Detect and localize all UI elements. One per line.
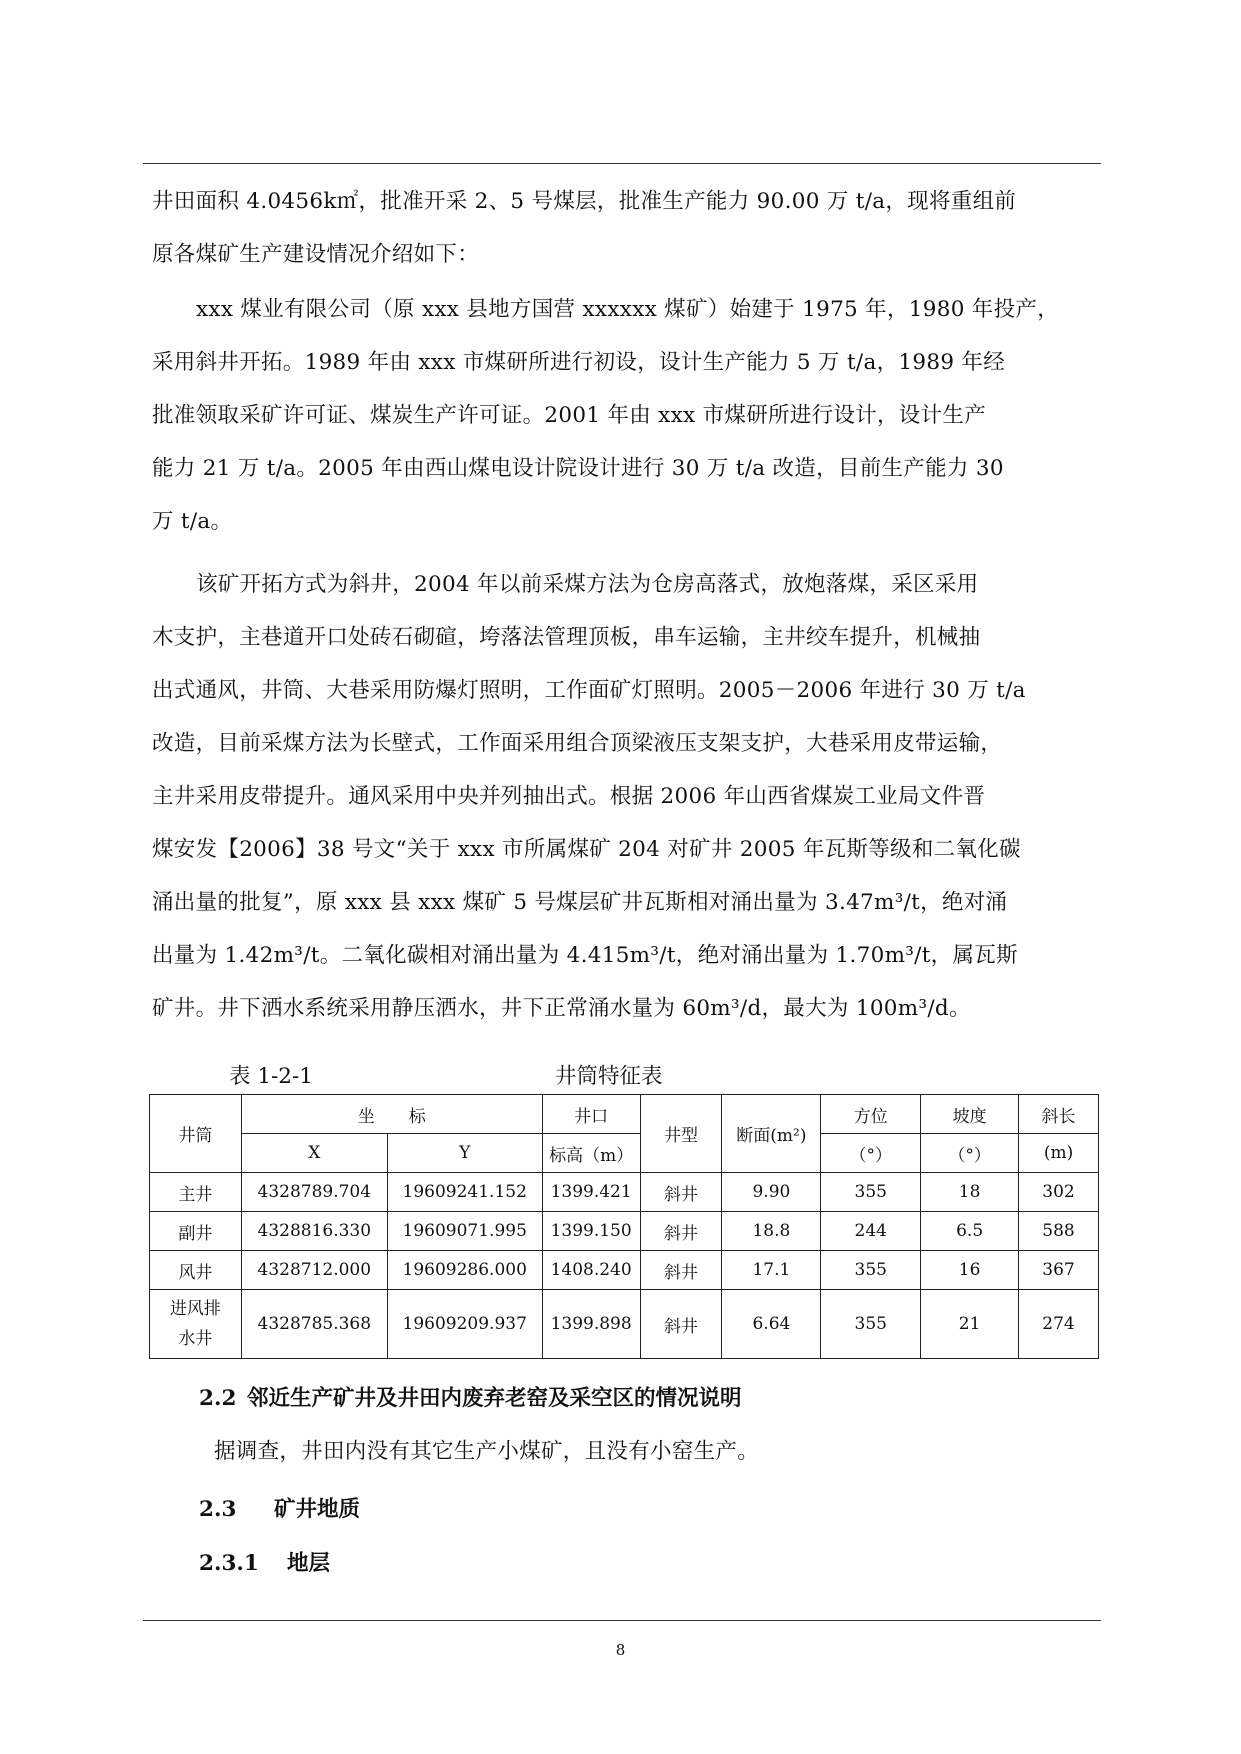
cell-y: 19609071.995 (387, 1212, 542, 1251)
cell-length: 274 (1019, 1290, 1099, 1359)
text-line: 万 t/a。 (152, 509, 233, 534)
cell-x: 4328712.000 (241, 1251, 387, 1290)
text-line: 木支护，主巷道开口处砖石砌碹，垮落法管理顶板，串车运输，主井绞车提升，机械抽 (152, 625, 981, 650)
section-number: 2.2 (199, 1386, 237, 1411)
header-slope-1: 坡度 (921, 1095, 1019, 1134)
text-line: 主井采用皮带提升。通风采用中央并列抽出式。根据 2006 年山西省煤炭工业局文件晋 (152, 784, 986, 809)
cell-slope: 18 (921, 1173, 1019, 1212)
cell-length: 367 (1019, 1251, 1099, 1290)
section-title: 邻近生产矿井及井田内废弃老窑及采空区的情况说明 (247, 1386, 742, 1411)
header-slope-2: （°） (921, 1134, 1019, 1173)
cell-section: 9.90 (722, 1173, 821, 1212)
text-line: 原各煤矿生产建设情况介绍如下： (152, 242, 480, 267)
cell-elevation: 1399.150 (542, 1212, 640, 1251)
table-row (150, 1173, 1099, 1212)
cell-azimuth: 244 (821, 1212, 921, 1251)
cell-section: 6.64 (722, 1290, 821, 1359)
cell-slope: 21 (921, 1290, 1019, 1359)
cell-section: 18.8 (722, 1212, 821, 1251)
header-type: 井型 (640, 1095, 722, 1173)
header-length-1: 斜长 (1019, 1095, 1099, 1134)
cell-azimuth: 355 (821, 1251, 921, 1290)
paragraph-mine-history (152, 283, 1096, 548)
cell-type: 斜井 (640, 1290, 722, 1359)
cell-slope: 16 (921, 1251, 1019, 1290)
text-line: 矿井。井下洒水系统采用静压洒水，井下正常涌水量为 60m³/d，最大为 100m³/d。 (152, 996, 971, 1021)
table-row (150, 1212, 1099, 1251)
header-elevation-2: 标高（m） (542, 1134, 640, 1173)
header-shaft: 井筒 (150, 1095, 242, 1173)
cell-slope: 6.5 (921, 1212, 1019, 1251)
text-line: 改造，目前采煤方法为长壁式，工作面采用组合顶梁液压支架支护，大巷采用皮带运输， (152, 731, 1003, 756)
text-line: 井田面积 4.0456k㎡，批准开采 2、5 号煤层，批准生产能力 90.00 万 t/a，现将重组前 (152, 189, 1017, 214)
cell-elevation: 1408.240 (542, 1251, 640, 1290)
text-line: 出量为 1.42m³/t。二氧化碳相对涌出量为 4.415m³/t，绝对涌出量为 1.70m³/t，属瓦斯 (152, 943, 1018, 968)
paragraph-intro (152, 175, 1096, 281)
cell-length: 302 (1019, 1173, 1099, 1212)
text-line: 能力 21 万 t/a。2005 年由西山煤电设计院设计进行 30 万 t/a 改造，目前生产能力 30 (152, 456, 1004, 481)
cell-section: 17.1 (722, 1251, 821, 1290)
table-title: 井筒特征表 (555, 1064, 663, 1089)
cell-shaft: 主井 (150, 1173, 242, 1212)
text-line: 批准领取采矿许可证、煤炭生产许可证。2001 年由 xxx 市煤研所进行设计，设计生产 (152, 403, 986, 428)
text-line: xxx 煤业有限公司（原 xxx 县地方国营 xxxxxx 煤矿）始建于 1975 年，1980 年投产， (196, 297, 1060, 322)
section-number: 2.3.1 (199, 1551, 259, 1576)
table-number: 表 1-2-1 (229, 1064, 313, 1089)
section-number: 2.3 (199, 1497, 237, 1522)
cell-y: 19609241.152 (387, 1173, 542, 1212)
section-title: 矿井地质 (274, 1497, 361, 1522)
page-number: 8 (615, 1641, 626, 1659)
cell-type: 斜井 (640, 1212, 722, 1251)
cell-shaft-line: 进风排 (169, 1299, 221, 1319)
header-length-2: (m) (1019, 1134, 1099, 1173)
table-header-row (150, 1134, 1099, 1173)
header-azimuth-2: （°） (821, 1134, 921, 1173)
cell-x: 4328789.704 (241, 1173, 387, 1212)
header-rule (143, 163, 1101, 164)
paragraph-mining-methods (152, 558, 1096, 1035)
footer-rule (143, 1620, 1101, 1621)
header-section: 断面(m²) (722, 1095, 821, 1173)
table-caption (152, 1053, 1096, 1089)
text-line: 采用斜井开拓。1989 年由 xxx 市煤研所进行初设，设计生产能力 5 万 t/a，1989 年经 (152, 350, 1006, 375)
cell-elevation: 1399.421 (542, 1173, 640, 1212)
table-row (150, 1251, 1099, 1290)
cell-shaft (150, 1290, 242, 1359)
cell-shaft: 副井 (150, 1212, 242, 1251)
table-header-row (150, 1095, 1099, 1134)
paragraph-survey: 据调查，井田内没有其它生产小煤矿，且没有小窑生产。 (214, 1439, 760, 1464)
table-row (150, 1290, 1099, 1359)
cell-elevation: 1399.898 (542, 1290, 640, 1359)
text-line: 该矿开拓方式为斜井，2004 年以前采煤方法为仓房高落式，放炮落煤，采区采用 (196, 572, 979, 597)
cell-shaft: 风井 (150, 1251, 242, 1290)
header-y: Y (387, 1134, 542, 1173)
cell-y: 19609209.937 (387, 1290, 542, 1359)
cell-type: 斜井 (640, 1251, 722, 1290)
section-heading-2-2 (199, 1381, 742, 1412)
cell-azimuth: 355 (821, 1290, 921, 1359)
cell-type: 斜井 (640, 1173, 722, 1212)
header-azimuth-1: 方位 (821, 1095, 921, 1134)
section-title: 地层 (287, 1551, 331, 1576)
header-coordinates: 坐 标 (241, 1095, 542, 1134)
text-line: 煤安发【2006】38 号文“关于 xxx 市所属煤矿 204 对矿井 2005 年瓦斯等级和二氧化碳 (152, 837, 1021, 862)
cell-length: 588 (1019, 1212, 1099, 1251)
section-heading-2-3 (199, 1492, 360, 1523)
header-x: X (241, 1134, 387, 1173)
section-heading-2-3-1 (199, 1546, 330, 1577)
cell-y: 19609286.000 (387, 1251, 542, 1290)
shaft-characteristics-table (149, 1094, 1099, 1359)
text-line: 涌出量的批复”，原 xxx 县 xxx 煤矿 5 号煤层矿井瓦斯相对涌出量为 3.47m³/t，绝对涌 (152, 890, 1008, 915)
text-line: 出式通风，井筒、大巷采用防爆灯照明，工作面矿灯照明。2005－2006 年进行 30 万 t/a (152, 678, 1026, 703)
cell-azimuth: 355 (821, 1173, 921, 1212)
cell-x: 4328785.368 (241, 1290, 387, 1359)
cell-shaft-line: 水井 (178, 1329, 213, 1349)
cell-x: 4328816.330 (241, 1212, 387, 1251)
header-elevation-1: 井口 (542, 1095, 640, 1134)
